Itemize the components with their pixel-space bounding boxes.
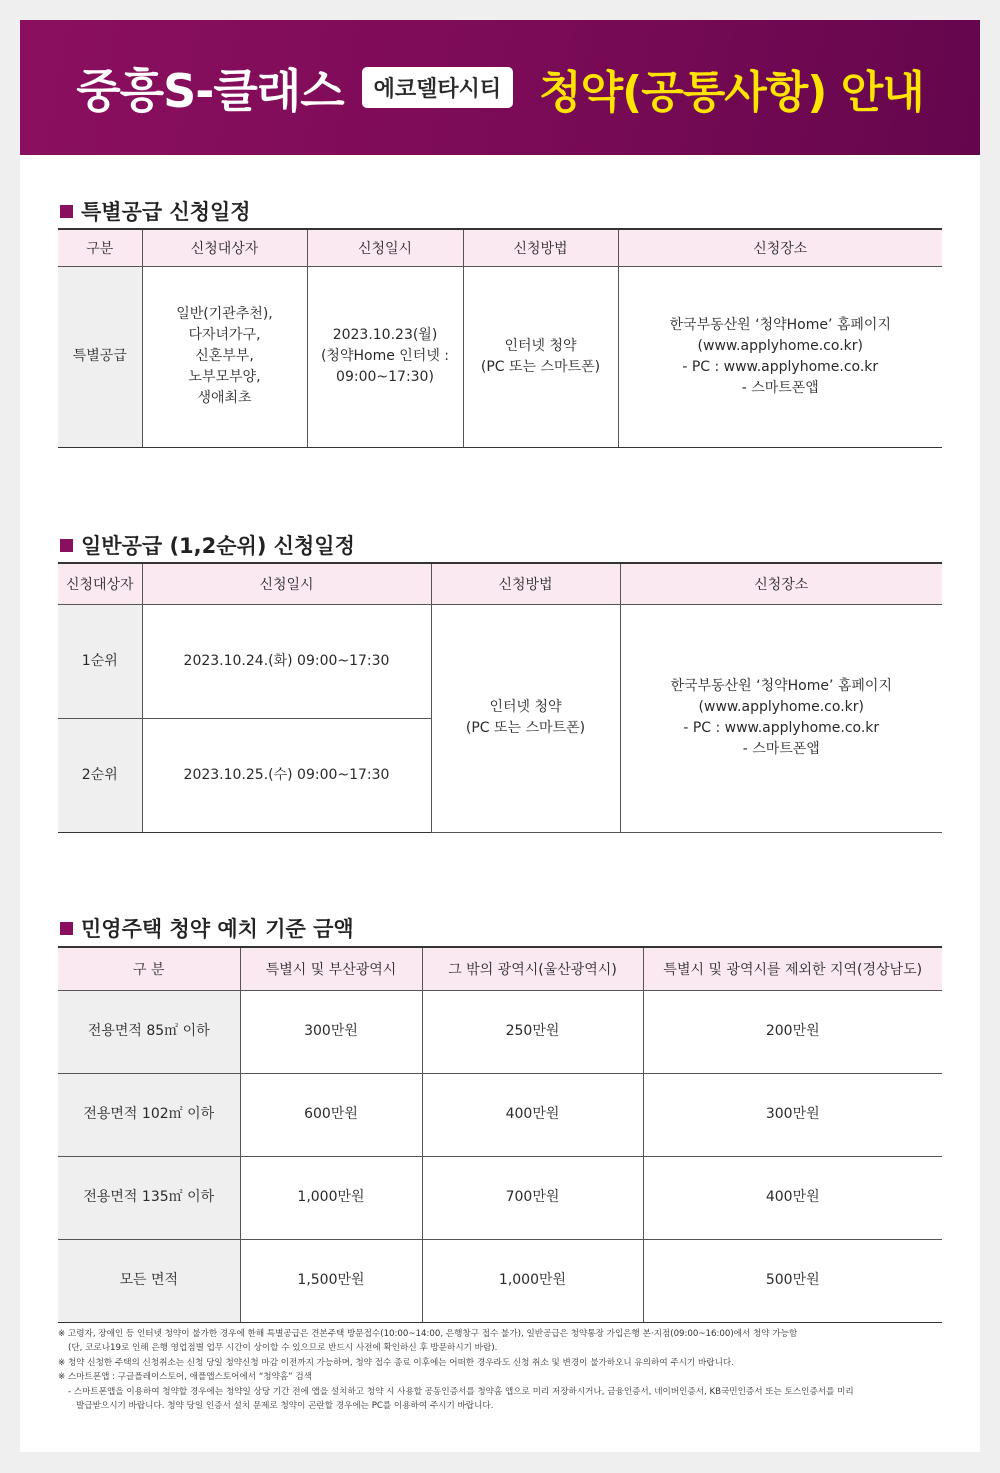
amount-cell: 500만원: [643, 1239, 942, 1322]
column-header: 구분: [58, 229, 142, 266]
amount-cell: 400만원: [422, 1073, 643, 1156]
table-row: [58, 266, 942, 447]
apply-place: [620, 604, 942, 832]
date-line: 2023.10.23(월): [332, 327, 438, 343]
footnote-line: ※ 고령자, 장애인 등 인터넷 청약이 불가한 경우에 한해 특별공급은 견본주택 방문접수(10:00~14:00, 은행창구 접수 불가), 일반공급은 청약통장 가입은행 본·지점(09:00~16:00)에서 청약 가능함: [58, 1329, 798, 1339]
column-header: 특별시 및 부산광역시: [240, 947, 422, 990]
target-item: 다자녀가구,: [188, 327, 261, 343]
target-item: 생애최초: [197, 390, 252, 406]
amount-cell: 250만원: [422, 990, 643, 1073]
special-title-text: 특별공급 신청일정: [81, 200, 251, 224]
footnote-line: (단, 코로나19로 인해 은행 영업점별 업무 시간이 상이할 수 있으므로 반드시 사전에 확인하신 후 방문하시기 바람).: [68, 1343, 498, 1354]
table-header-row: [58, 563, 942, 604]
footnote-line: ※ 스마트폰앱 : 구글플레이스토어, 애플앱스토어에서 “청약홈” 검색: [58, 1372, 312, 1383]
table-header-row: [58, 947, 942, 990]
amount-cell: 600만원: [240, 1073, 422, 1156]
method-line: 인터넷 청약: [504, 337, 577, 354]
column-header: 신청장소: [620, 563, 942, 604]
apply-date: [307, 266, 463, 447]
brand-logo: 중흥S-클래스: [76, 63, 344, 118]
amount-cell: 300만원: [643, 1073, 942, 1156]
date-line: 09:00~17:30): [336, 369, 434, 385]
amount-cell: 300만원: [240, 990, 422, 1073]
general-section-title: [60, 530, 355, 560]
amount-cell: 700만원: [422, 1156, 643, 1239]
deposit-section-title: [60, 913, 354, 943]
area-label: 모든 면적: [58, 1239, 240, 1322]
banner-title: 청약(공통사항) 안내: [539, 66, 924, 118]
table-row: [58, 1156, 942, 1239]
place-line: - 스마트폰앱: [742, 741, 820, 757]
table-row: [58, 990, 942, 1073]
target-item: 신혼부부,: [195, 348, 254, 364]
footnote-line: ※ 청약 신청한 주택의 신청취소는 신청 당일 청약신청 마감 이전까지 가능하며, 청약 접수 종료 이후에는 어떠한 경우라도 신청 취소 및 변경이 불가하오니 유의하여 주시기 바랍니다.: [58, 1357, 734, 1368]
column-header: 신청일시: [142, 563, 431, 604]
column-header: 특별시 및 광역시를 제외한 지역(경상남도): [643, 947, 942, 990]
method-line: (PC 또는 스마트폰): [465, 720, 586, 736]
target-item: 일반(기관추천),: [176, 306, 273, 322]
place-line: - PC : www.applyhome.co.kr: [683, 720, 880, 736]
column-header: 신청일시: [307, 229, 463, 266]
amount-cell: 200만원: [643, 990, 942, 1073]
apply-date: 2023.10.24.(화) 09:00~17:30: [142, 604, 431, 718]
amount-cell: 400만원: [643, 1156, 942, 1239]
place-line: 한국부동산원 ‘청약Home’ 홈페이지: [670, 678, 892, 694]
area-label: 전용면적 85㎡ 이하: [58, 990, 240, 1073]
footnotes: [58, 1327, 942, 1413]
place-line: - 스마트폰앱: [741, 379, 819, 396]
rank-label: 1순위: [58, 604, 142, 718]
deposit-title-text: 민영주택 청약 예치 기준 금액: [81, 917, 354, 941]
column-header: 신청장소: [618, 229, 942, 266]
place-line: - PC : www.applyhome.co.kr: [682, 358, 879, 375]
table-row: [58, 1239, 942, 1322]
column-header: 신청방법: [431, 563, 620, 604]
target-list: [142, 266, 307, 447]
apply-method: [431, 604, 620, 832]
column-header: 그 밖의 광역시(울산광역시): [422, 947, 643, 990]
table-row: [58, 1073, 942, 1156]
square-bullet-icon: [60, 539, 73, 552]
footnote-line: 발급받으시기 바랍니다. 청약 당일 인증서 설치 문제로 청약이 곤란할 경우에는 PC를 이용하여 주시기 바랍니다.: [76, 1401, 494, 1412]
footnote-line: - 스마트폰앱을 이용하여 청약할 경우에는 청약일 상당 기간 전에 앱을 설치하고 청약 시 사용할 공동인증서를 청약홈 앱으로 미리 저장하시거나, 금융인증서, 네이버인증서, KB국민인증서 또는 토스인증서를 미리: [68, 1386, 854, 1397]
amount-cell: 1,000만원: [422, 1239, 643, 1322]
place-line: (www.applyhome.co.kr): [698, 699, 864, 715]
area-label: 전용면적 135㎡ 이하: [58, 1156, 240, 1239]
table-header-row: [58, 229, 942, 266]
special-schedule-table: [58, 228, 942, 448]
general-title-text: 일반공급 (1,2순위) 신청일정: [81, 534, 355, 558]
method-line: 인터넷 청약: [489, 699, 562, 715]
column-header: 구 분: [58, 947, 240, 990]
amount-cell: 1,500만원: [240, 1239, 422, 1322]
apply-date: 2023.10.25.(수) 09:00~17:30: [142, 718, 431, 832]
complex-badge: 에코델타시티: [362, 67, 514, 108]
notice-page: [20, 20, 980, 1452]
row-category: 특별공급: [58, 266, 142, 447]
method-line: (PC 또는 스마트폰): [480, 358, 601, 375]
table-row: [58, 604, 942, 718]
general-schedule-table: [58, 562, 942, 833]
apply-method: [463, 266, 618, 447]
rank-label: 2순위: [58, 718, 142, 832]
header-banner: [20, 20, 980, 155]
column-header: 신청대상자: [142, 229, 307, 266]
area-label: 전용면적 102㎡ 이하: [58, 1073, 240, 1156]
place-line: (www.applyhome.co.kr): [697, 337, 863, 354]
square-bullet-icon: [60, 922, 73, 935]
column-header: 신청대상자: [58, 563, 142, 604]
date-line: (청약Home 인터넷 :: [320, 348, 450, 364]
square-bullet-icon: [60, 205, 73, 218]
deposit-table: [58, 946, 942, 1323]
target-item: 노부모부양,: [188, 369, 261, 385]
amount-cell: 1,000만원: [240, 1156, 422, 1239]
place-line: 한국부동산원 ‘청약Home’ 홈페이지: [669, 316, 891, 333]
special-section-title: [60, 196, 251, 226]
apply-place: [618, 266, 942, 447]
column-header: 신청방법: [463, 229, 618, 266]
